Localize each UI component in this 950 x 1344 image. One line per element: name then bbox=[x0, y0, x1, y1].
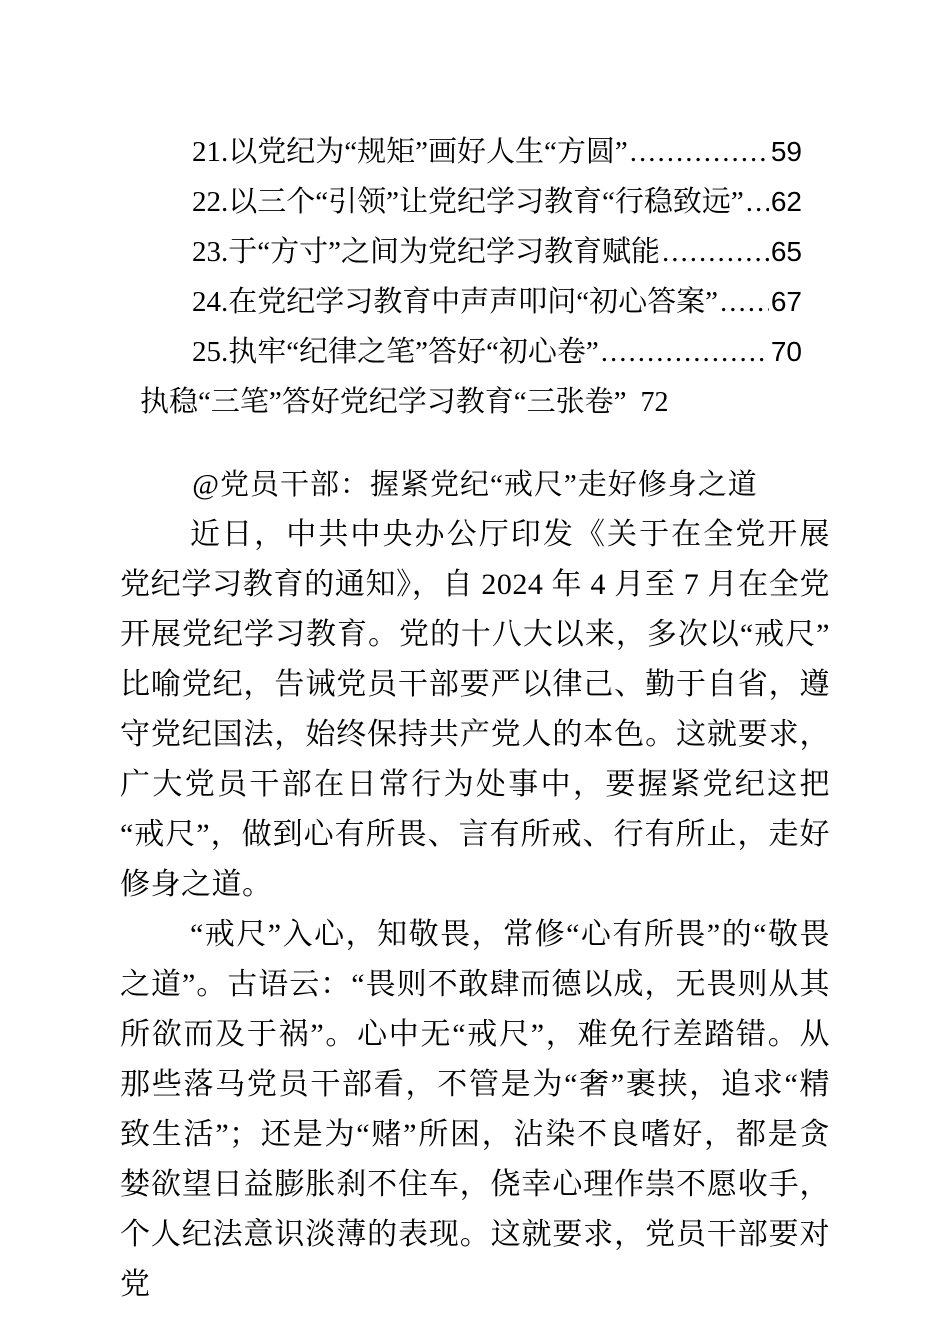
toc-leader-dots bbox=[662, 227, 769, 277]
toc-tail-title: 执稳“三笔”答好党纪学习教育“三张卷” bbox=[140, 386, 627, 418]
page-content bbox=[120, 127, 830, 1310]
toc-leader-dots bbox=[601, 327, 769, 377]
toc-page-number: 62 bbox=[770, 186, 802, 217]
toc-entry bbox=[120, 277, 830, 327]
toc-leader-dots bbox=[720, 277, 769, 327]
toc-entry-title: 于“方寸”之间为党纪学习教育赋能 bbox=[228, 236, 660, 268]
toc-entry bbox=[120, 177, 830, 227]
toc-entry-number: 24. bbox=[192, 286, 229, 318]
toc-entry-number: 23. bbox=[192, 236, 229, 268]
toc-page-number: 65 bbox=[770, 236, 802, 267]
toc-page-number: 67 bbox=[770, 286, 802, 317]
toc-entry bbox=[120, 127, 830, 177]
article-body bbox=[120, 510, 830, 1310]
toc-leader-dots bbox=[630, 127, 769, 177]
toc-entry-number: 21. bbox=[192, 136, 229, 168]
toc-entry-title: 在党纪学习教育中声声叩问“初心答案” bbox=[228, 286, 718, 318]
toc-entry bbox=[120, 327, 830, 377]
toc-entry-title: 执牢“纪律之笔”答好“初心卷” bbox=[228, 336, 599, 368]
toc-page-number: 59 bbox=[770, 136, 802, 167]
toc-page-number: 70 bbox=[770, 336, 802, 367]
toc-tail-entry bbox=[120, 377, 830, 427]
toc-entry-number: 22. bbox=[192, 186, 229, 218]
table-of-contents bbox=[120, 127, 830, 427]
article-title: @党员干部：握紧党纪“戒尺”走好修身之道 bbox=[192, 469, 758, 501]
toc-entry bbox=[120, 227, 830, 277]
article-paragraph: 近日，中共中央办公厅印发《关于在全党开展党纪学习教育的通知》，自 2024 年 4 月至 7 月在全党开展党纪学习教育。党的十八大以来，多次以“戒尺”比喻党纪，告诫党员干部要严以律己、勤于自省，遵守党纪国法，始终保持共产党人的本色。这就要求，广大党员干部在日常行为处事中，要握紧党纪这把“戒尺”，做到心有所畏、言有所戒、行有所止，走好修身之道。 bbox=[120, 518, 830, 901]
toc-tail-page-number: 72 bbox=[640, 387, 669, 418]
toc-entry-title: 以三个“引领”让党纪学习教育“行稳致远” bbox=[228, 186, 744, 218]
toc-entry-number: 25. bbox=[192, 336, 229, 368]
toc-leader-dots bbox=[746, 177, 769, 227]
toc-entry-title: 以党纪为“规矩”画好人生“方圆” bbox=[228, 136, 628, 168]
article-paragraph: “戒尺”入心，知敬畏，常修“心有所畏”的“敬畏之道”。古语云：“畏则不敢肆而德以成，无畏则从其所欲而及于祸”。心中无“戒尺”，难免行差踏错。从那些落马党员干部看，不管是为“奢”裹挟，追求“精致生活”；还是为“赌”所困，沾染不良嗜好，都是贪婪欲望日益膨胀刹不住车，侥幸心理作祟不愿收手，个人纪法意识淡薄的表现。这就要求，党员干部要对党 bbox=[120, 918, 830, 1301]
